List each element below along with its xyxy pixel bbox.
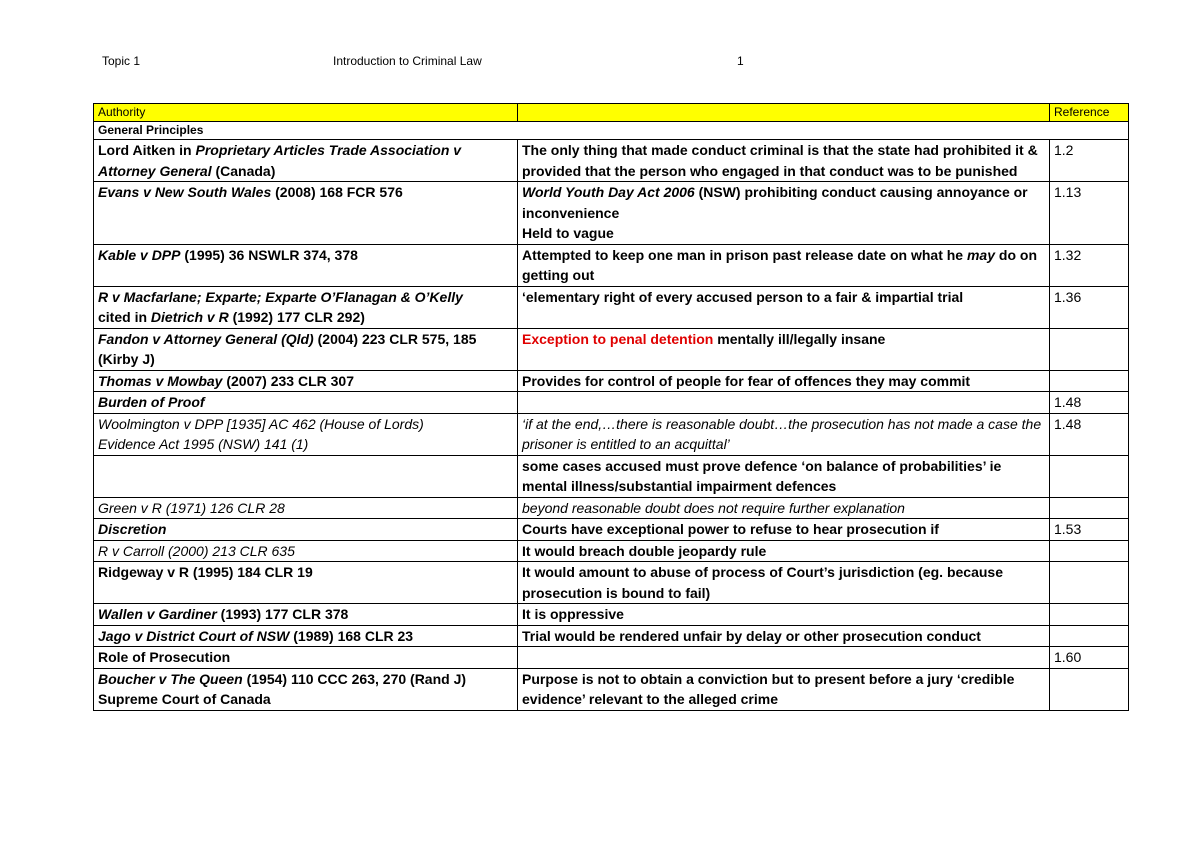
citation: (2007) 233 CLR 307 <box>222 372 354 389</box>
description-text: mentally ill/legally insane <box>713 330 886 347</box>
reference-cell <box>1050 328 1129 370</box>
case-name: Fandon v Attorney General (Qld) <box>98 330 314 347</box>
case-name: Wallen v Gardiner <box>98 606 217 622</box>
authority-cell <box>94 625 518 647</box>
description-cell <box>518 182 1050 245</box>
table-row <box>94 668 1129 710</box>
section-title: Discretion <box>94 519 518 541</box>
section-row-discretion <box>94 519 1129 541</box>
reference-cell: 1.53 <box>1050 519 1129 541</box>
case-name: Boucher v The Queen <box>98 670 243 687</box>
table-row <box>94 540 1129 562</box>
section-row-general-principles <box>94 122 1129 140</box>
section-row-role-of-prosecution <box>94 647 1129 669</box>
description-cell: It would breach double jeopardy rule <box>518 540 1050 562</box>
description-cell <box>518 244 1050 286</box>
description-cell: It is oppressive <box>518 604 1050 626</box>
table-row <box>94 562 1129 604</box>
table-row <box>94 140 1129 182</box>
emphasis-text: may <box>966 246 996 263</box>
citation: (1989) 168 CLR 23 <box>289 627 414 644</box>
reference-cell: 1.2 <box>1050 140 1129 182</box>
section-title: Role of Prosecution <box>94 647 518 669</box>
authority-cell <box>94 604 518 626</box>
table-row <box>94 286 1129 328</box>
reference-cell <box>1050 497 1129 519</box>
description-cell: Provides for control of people for fear of offences they may commit <box>518 370 1050 392</box>
authority-table <box>93 103 1129 711</box>
citation: (1954) 110 CCC 263, 270 (Rand J) Supreme Court of Canada <box>98 670 467 707</box>
description-cell: beyond reasonable doubt does not require further explanation <box>518 497 1050 519</box>
authority-cell <box>94 328 518 370</box>
description-text: (NSW) prohibiting conduct causing annoyance or inconvenience Held to vague <box>522 184 1028 241</box>
section-title: Burden of Proof <box>94 392 518 414</box>
table-row <box>94 182 1129 245</box>
description-column-header <box>518 104 1050 122</box>
reference-cell <box>1050 668 1129 710</box>
authority-cell <box>94 370 518 392</box>
table-row <box>94 244 1129 286</box>
authority-cell <box>94 455 518 497</box>
description-cell: It would amount to abuse of process of Court’s jurisdiction (eg. because prosecution is bound to fail) <box>518 562 1050 604</box>
case-name: Kable v DPP <box>98 246 181 263</box>
description-cell: Courts have exceptional power to refuse to hear prosecution if <box>518 519 1050 541</box>
description-cell <box>518 392 1050 414</box>
authority-cell <box>94 668 518 710</box>
case-name: Evans v New South Wales <box>98 184 272 200</box>
description-text: Attempted to keep one man in prison past release date on what he <box>522 246 967 263</box>
authority-cell: Woolmington v DPP [1935] AC 462 (House of Lords) Evidence Act 1995 (NSW) 141 (1) <box>94 413 518 455</box>
reference-cell: 1.60 <box>1050 647 1129 669</box>
authority-cell <box>94 244 518 286</box>
description-cell: Trial would be rendered unfair by delay or other prosecution conduct <box>518 625 1050 647</box>
section-row-burden-of-proof <box>94 392 1129 414</box>
reference-cell: 1.48 <box>1050 392 1129 414</box>
description-cell: some cases accused must prove defence ‘on balance of probabilities’ ie mental illness/substantial impairment defences <box>518 455 1050 497</box>
table-header-row <box>94 104 1129 122</box>
reference-cell: 1.13 <box>1050 182 1129 245</box>
case-name: Dietrich v R <box>150 309 229 325</box>
description-text: do on getting out <box>522 246 1038 283</box>
table-row <box>94 455 1129 497</box>
reference-cell: 1.32 <box>1050 244 1129 286</box>
description-cell <box>518 647 1050 669</box>
case-name: R v Macfarlane; Exparte; Exparte O’Flanagan & O’Kelly <box>98 288 463 305</box>
reference-cell <box>1050 562 1129 604</box>
table-row <box>94 497 1129 519</box>
case-name: Jago v District Court of NSW <box>98 627 290 644</box>
table-row <box>94 413 1129 455</box>
description-cell: Purpose is not to obtain a conviction but to present before a jury ‘credible evidence’ relevant to the alleged crime <box>518 668 1050 710</box>
authority-cell <box>94 140 518 182</box>
reference-cell <box>1050 540 1129 562</box>
reference-cell: 1.36 <box>1050 286 1129 328</box>
authority-cell <box>94 286 518 328</box>
citation: (2004) 223 CLR 575, 185 (Kirby J) <box>98 330 477 367</box>
authority-text: (Canada) <box>211 162 276 179</box>
highlighted-text: Exception to penal detention <box>522 330 714 347</box>
statute-name: World Youth Day Act 2006 <box>522 184 695 200</box>
authority-column-header: Authority <box>94 104 518 122</box>
description-cell: ‘elementary right of every accused person to a fair & impartial trial <box>518 286 1050 328</box>
citation: (1992) 177 CLR 292) <box>228 309 365 325</box>
citation: (2008) 168 FCR 576 <box>271 184 403 200</box>
authority-text: cited in <box>98 309 148 325</box>
case-name: Proprietary Articles Trade Association v Attorney General <box>98 142 462 179</box>
citation: (1993) 177 CLR 378 <box>216 606 349 622</box>
header-topic: Topic 1 <box>102 54 141 68</box>
citation: (1995) 36 NSWLR 374, 378 <box>180 246 358 263</box>
table-row <box>94 625 1129 647</box>
authority-text: Lord Aitken in <box>98 142 196 158</box>
case-name: Thomas v Mowbay <box>98 372 223 389</box>
reference-cell <box>1050 455 1129 497</box>
authority-cell: Green v R (1971) 126 CLR 28 <box>94 497 518 519</box>
reference-cell: 1.48 <box>1050 413 1129 455</box>
table-row <box>94 370 1129 392</box>
authority-cell <box>94 182 518 245</box>
description-cell: The only thing that made conduct criminal is that the state had prohibited it & provided that the person who engaged in that conduct was to be punished <box>518 140 1050 182</box>
description-cell: ‘if at the end,…there is reasonable doubt…the prosecution has not made a case the prisoner is entitled to an acquittal’ <box>518 413 1050 455</box>
reference-cell <box>1050 625 1129 647</box>
authority-cell: R v Carroll (2000) 213 CLR 635 <box>94 540 518 562</box>
reference-column-header: Reference <box>1050 104 1129 122</box>
description-cell <box>518 328 1050 370</box>
reference-cell <box>1050 604 1129 626</box>
table-row <box>94 604 1129 626</box>
page-number: 1 <box>737 54 744 68</box>
authority-cell: Ridgeway v R (1995) 184 CLR 19 <box>94 562 518 604</box>
header-title: Introduction to Criminal Law <box>333 54 482 68</box>
table-row <box>94 328 1129 370</box>
section-title: General Principles <box>94 122 1129 140</box>
reference-cell <box>1050 370 1129 392</box>
